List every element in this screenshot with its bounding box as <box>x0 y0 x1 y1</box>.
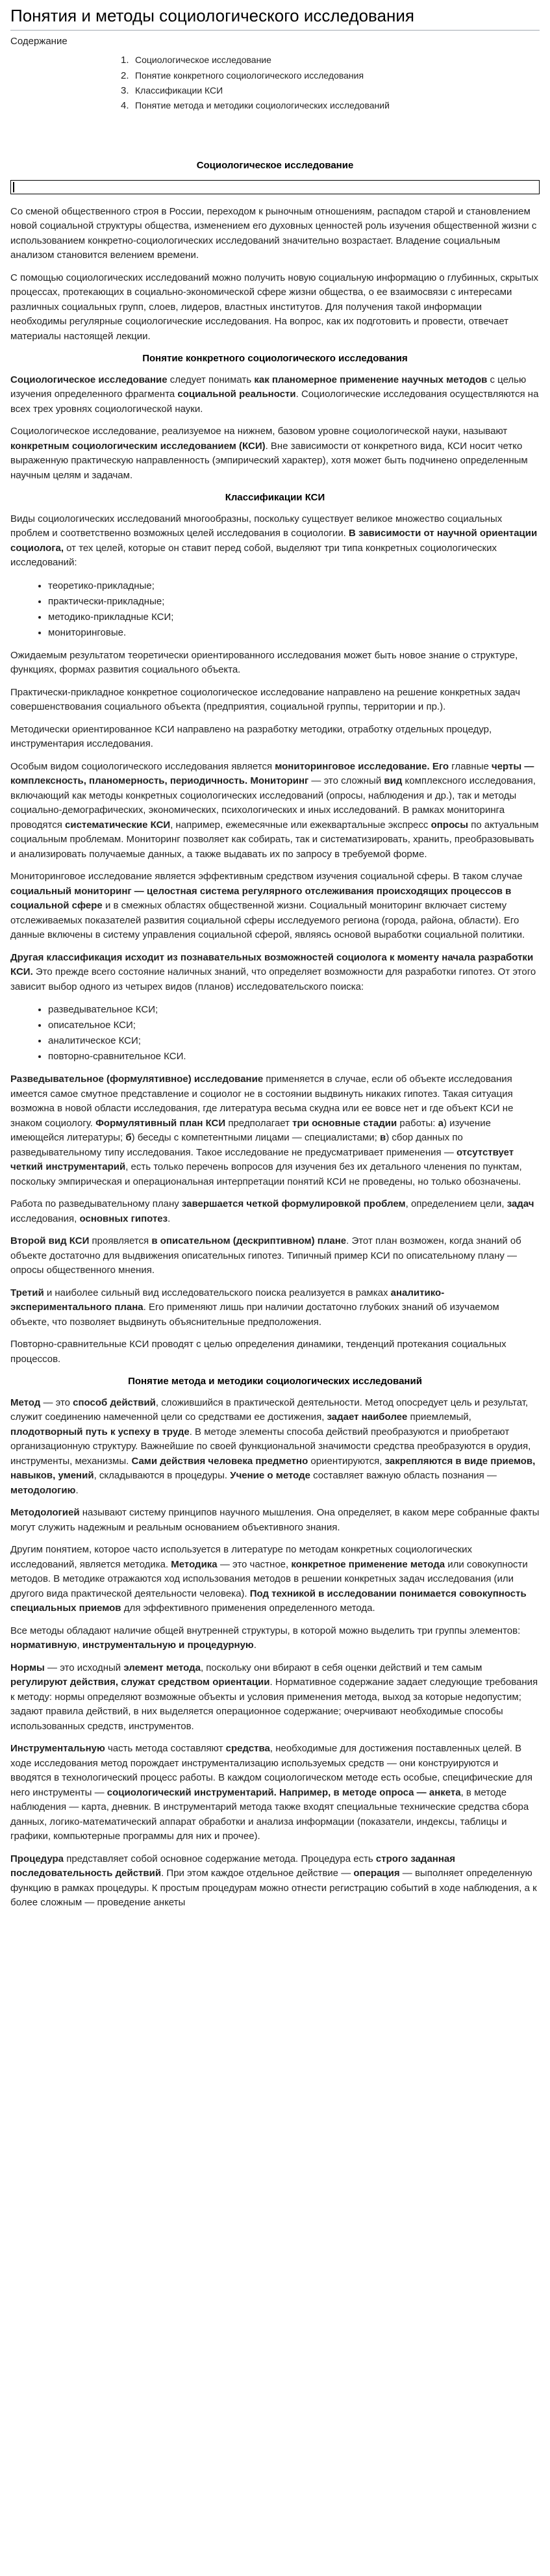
toc-item[interactable]: 1. Социологическое исследование <box>121 55 271 66</box>
section-heading-method-and-methodology: Понятие метода и методики социологических исследований <box>128 1376 422 1387</box>
paragraph: Другая классификация исходит из познавательных возможностей социолога к моменту начала разработки КСИ. Это прежде всего состояние наличных знаний, что определяет возможности для разработки гипотез. От этого зависит выбор одного из четырех видов (планов) исследовательского поиска: <box>10 951 536 992</box>
paragraph: Практически-прикладное конкретное социологическое исследование направлено на решение конкретных задач совершенствования социального объекта (предприятия, социальной группы, территории и пр.). <box>10 686 521 713</box>
paragraph: Нормы — это исходный элемент метода, поскольку они вбирают в себя оценки действий и тем самым регулируют действия, служат средством ориентации. Нормативное содержание задает следующие требования к методу: нормы определяют возможные объекты и условия применения метода, выход за которые недопустим; задают правила действий, в них выделяется операционное содержание; очерчивают необходимые способы использованных средств, инструментов. <box>10 1662 538 1732</box>
paragraph: Инструментальную часть метода составляют средства, необходимые для достижения поставленных целей. В ходе исследования метод порождает инструментализацию используемых средств — они конструируются и вводятся в технологический процесс работы. В каждом социологическом методе есть особые, специфические для него инструменты — социологический инструментарий. Например, в методе опроса — анкета, в методе наблюдения — карта, дневник. В инструментарий метода также входят специальные технические средства сбора данных, логико-математический аппарат обработки и анализа информации (показатели, индексы, таблицы и графики, компьютерные программы для них и прочее). <box>10 1743 533 1842</box>
list-item: • разведывательное КСИ; <box>48 1002 540 1018</box>
paragraph: Методически ориентированное КСИ направлено на разработку методики, отработку отдельных процедур, инструментария исследования. <box>10 723 492 750</box>
section-heading-ksi-concept: Понятие конкретного социологического исследования <box>142 353 408 365</box>
paragraph: Ожидаемым результатом теоретически ориентированного исследования может быть новое знание о структуре, функциях, формах развития социального объекта. <box>10 649 518 676</box>
toc-link-2[interactable]: Понятие конкретного социологического исследования <box>135 70 364 81</box>
toc-item[interactable]: 3. Классификации КСИ <box>121 84 223 96</box>
list-item: • мониторинговые. <box>48 625 540 641</box>
list-item: • аналитическое КСИ; <box>48 1033 540 1049</box>
toc-item[interactable]: 2. Понятие конкретного социологического исследования <box>121 70 364 81</box>
paragraph: Метод — это способ действий, сложившийся в практической деятельности. Метод опосредует цель и результат, служит соединению намеченной цели со средствами ее достижения, задает наиболее приемлемый, плодотворный путь к успеху в труде. В методе элементы способа действий преобразуются и приобретают организационную структуру. Важнейшие по своей функциональной значимости средства преобразуются в орудия, инструменты, механизмы. Сами действия человека предметно ориентируются, закрепляются в виде приемов, навыков, умений, складываются в процедуры. Учение о методе составляет важную область познания — методологию. <box>10 1397 536 1496</box>
toc-label: Содержание <box>10 35 68 47</box>
paragraph: Социологическое исследование, реализуемое на нижнем, базовом уровне социологической науки, называют конкретным социологическим исследованием (КСИ). Вне зависимости от конкретного вида, КСИ носит четко выраженную практическую направленность (эмпирический характер), хотя может быть подчинено определенным научным целям и задачам. <box>10 426 528 481</box>
toc-item[interactable]: 4. Понятие метода и методики социологических исследований <box>121 100 390 112</box>
paragraph: Третий и наиболее сильный вид исследовательского поиска реализуется в рамках аналитико-экспериментального плана. Его применяют лишь при наличии достаточно глубоких знаний об изучаемом объекте, что позволяет выдвинуть объяснительные предположения. <box>10 1287 499 1328</box>
toc-link-1[interactable]: Социологическое исследование <box>135 55 271 66</box>
paragraph: С помощью социологических исследований можно получить новую социальную информацию о глубинных, скрытых процессах, протекающих в социально-экономической сфере жизни общества, о ее взаимосвязи с интересами различных социальных групп, слоев, лидеров, властных институтов. Для получения такой информации необходимы регулярные социологические исследования. На вопрос, как их подготовить и провести, отвечает материалы настоящей лекции. <box>10 272 538 342</box>
paragraph: Работа по разведывательному плану завершается четкой формулировкой проблем, определением цели, задач исследования, основных гипотез. <box>10 1198 534 1224</box>
paragraph: Другим понятием, которое часто используется в литературе по методам конкретных социологических исследований, является методика. Методика — это частное, конкретное применение метода или совокупности методов. В методике отражаются ход использования методов в решении конкретных задач исследования (или другого вида практической деятельности человека). Под техникой в исследовании понимается совокупность специальных приемов для эффективного применения определенного метода. <box>10 1544 528 1614</box>
bullet-list-research-plans <box>10 1002 540 1064</box>
paragraph: Процедура представляет собой основное содержание метода. Процедура есть строго заданная последовательность действий. При этом каждое отдельное действие — операция — выполняет определенную функцию в рамках процедуры. К простым процедурам можно отнести регистрацию событий в ходе наблюдения, а к более сложным — проведение анкеты <box>10 1853 537 1909</box>
paragraph: Разведывательное (формулятивное) исследование применяется в случае, если об объекте исследования имеется самое смутное представление и социолог не в состоянии выдвинуть никаких гипотез. Такая ситуация возможна в новой области исследования, где литература весьма скудна или ее вовсе нет и где объект КСИ не знаком социологу. Формулятивный план КСИ предполагает три основные стадии работы: а) изучение имеющейся литературы; б) беседы с компетентными лицами — специалистами; в) сбор данных по разведывательному типу исследования. Такое исследование не предусматривает применения — отсутствует четкий инструментарий, есть только перечень вопросов для изучения без их детального членения по пунктам, поскольку эмпирическая и операциональная интерпретации понятий КСИ не проведены, но только обозначены. <box>10 1074 522 1187</box>
section-heading-ksi-classification: Классификации КСИ <box>225 492 325 504</box>
section-heading-sociological-research: Социологическое исследование <box>196 160 354 172</box>
bullet-list-research-types <box>10 578 540 641</box>
paragraph: Второй вид КСИ проявляется в описательном (дескриптивном) плане. Этот план возможен, когда знаний об объекте достаточно для выдвижения описательных гипотез. Типичный пример КСИ по описательному плану — опросы общественного мнения. <box>10 1235 521 1276</box>
toc-link-3[interactable]: Классификации КСИ <box>135 84 223 96</box>
paragraph: Виды социологических исследований многообразны, поскольку существует великое множество социальных проблем и соответственно возможных целей исследования в социологии. В зависимости от научной ориентации социолога, от тех целей, которые он ставит перед собой, выделяют три типа конкретных социологических исследований: <box>10 513 538 569</box>
table-of-contents <box>121 53 540 113</box>
list-item: • методико-прикладные КСИ; <box>48 610 540 625</box>
list-item: • описательное КСИ; <box>48 1018 540 1033</box>
list-item: • практически-прикладные; <box>48 594 540 610</box>
toc-link-4[interactable]: Понятие метода и методики социологических исследований <box>135 100 390 111</box>
paragraph: Все методы обладают наличие общей внутренней структуры, в которой можно выделить три группы элементов: нормативную, инструментальную и процедурную. <box>10 1625 521 1651</box>
paragraph: Методологией называют систему принципов научного мышления. Она определяет, в каком мере собранные факты могут служить надежным и реальным основанием объективного знания. <box>10 1507 540 1533</box>
paragraph: Особым видом социологического исследования является мониторинговое исследование. Его главные черты — комплексность, планомерность, периодичность. Мониторинг — это сложный вид комплексного исследования, включающий как методы конкретных социологических исследований (опросы, наблюдения и др.), так и методы социально-демографических, экономических, психологических и иных исследований. В рамках мониторинга проводятся систематические КСИ, например, ежемесячные или ежеквартальные экспресс опросы по актуальным социальным проблемам. Мониторинг позволяет как собирать, так и систематизировать, хранить, преобразовывать и анализировать получаемые данных, а также выдавать их по запросу в требуемой форме. <box>10 760 539 860</box>
text-cursor <box>13 182 14 192</box>
list-item: • теоретико-прикладные; <box>48 578 540 594</box>
paragraph: Со сменой общественного строя в России, переходом к рыночным отношениям, распадом старой и становлением новой социальной структуры общества, изменением его духовных ценностей роль изучения общественной жизни с использованием конкретно-социологических исследований значительно возрастает. Владение социальным анализом становится велением времени. <box>10 205 537 261</box>
list-item: • повторно-сравнительное КСИ. <box>48 1049 540 1064</box>
text-input-box[interactable] <box>10 180 540 194</box>
paragraph: Мониторинговое исследование является эффективным средством изучения социальной сферы. В таком случае социальный мониторинг — целостная система регулярного отслеживания происходящих процессов в социальной сфере и в смежных областях общественной жизни. Социальный мониторинг включает систему отслеживаемых показателей развития социальной сферы исследуемого региона (города, района, области). Его данные включены в систему управления социальной сферой, являясь основой выработки социальной политики. <box>10 871 525 941</box>
page-title: Понятия и методы социологического исследования <box>10 5 540 31</box>
paragraph: Социологическое исследование следует понимать как планомерное применение научных методов с целью изучения определенного фрагмента социальной реальности. Социологические исследования осуществляются на всех трех уровнях социологической науки. <box>10 374 539 415</box>
page <box>10 0 540 1931</box>
paragraph: Повторно-сравнительные КСИ проводят с целью определения динамики, тенденций протекания социальных процессов. <box>10 1339 506 1365</box>
